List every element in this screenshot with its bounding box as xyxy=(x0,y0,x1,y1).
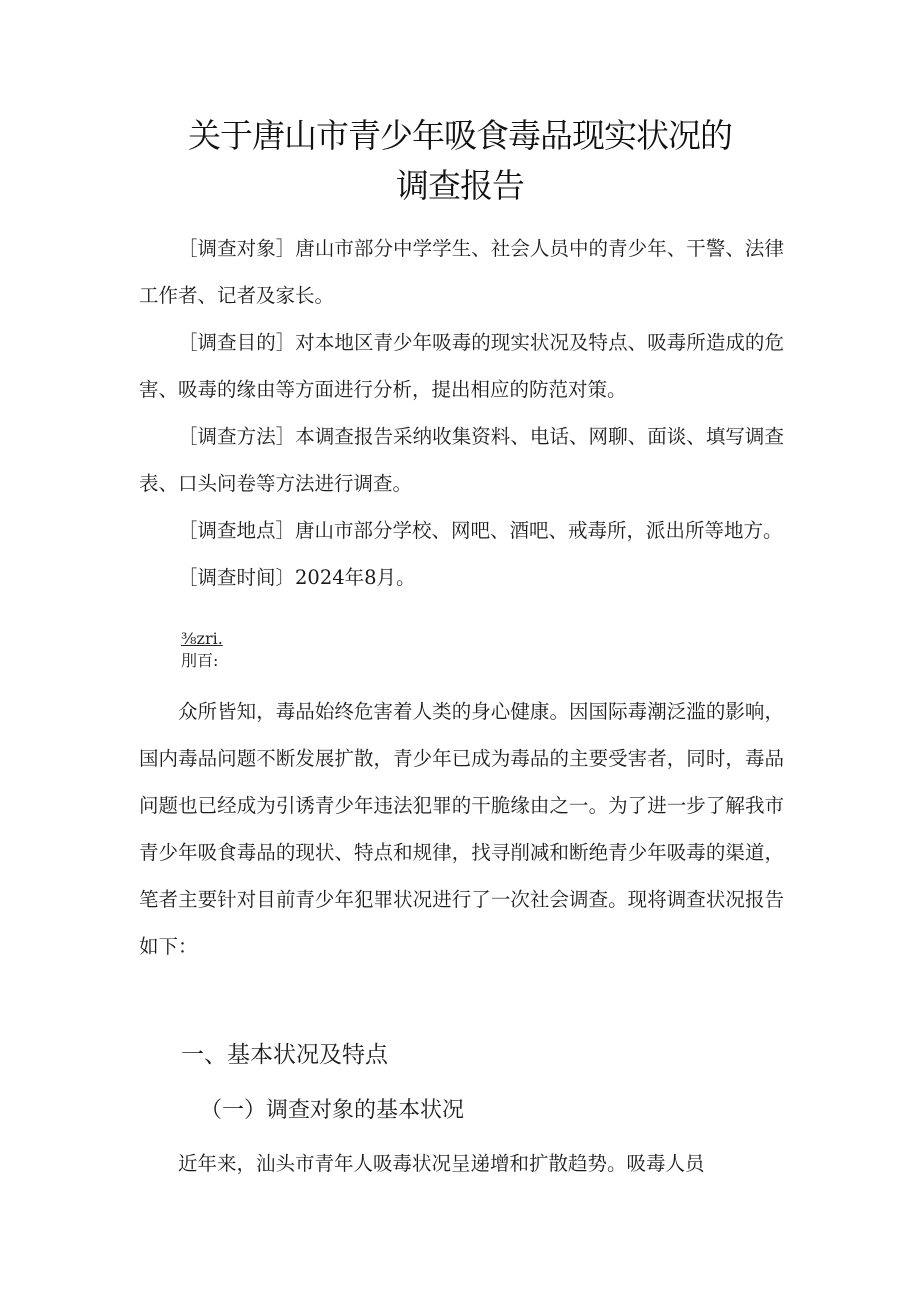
survey-subject: ［调查对象］唐山市部分中学学生、社会人员中的青少年、干警、法律工作者、记者及家长。 xyxy=(139,237,784,307)
document-title-line1: 关于唐山市青少年吸食毒品现实状况的 xyxy=(188,116,732,155)
subsection-paragraph: 近年来，汕头市青年人吸毒状况呈递增和扩散趋势。吸毒人员 xyxy=(178,1152,705,1175)
subsection-heading-subjects: （一）调查对象的基本状况 xyxy=(200,1098,465,1123)
ocr-artifact-line2: 刖百: xyxy=(181,651,219,670)
intro-paragraph-block xyxy=(139,688,784,970)
survey-info-block xyxy=(139,225,784,601)
document-title-line2: 调查报告 xyxy=(396,166,524,205)
intro-paragraph: 众所皆知，毒品始终危害着人类的身心健康。因国际毒潮泛滥的影响，国内毒品问题不断发展扩散，青少年已成为毒品的主要受害者，同时，毒品问题也已经成为引诱青少年违法犯罪的干脆缘由之一。为了进一步了解我市青少年吸食毒品的现状、特点和规律，找寻削减和断绝青少年吸毒的渠道，笔者主要针对目前青少年犯罪状况进行了一次社会调查。现将调查状况报告如下： xyxy=(139,700,784,958)
section-heading-basic-status: 一、基本状况及特点 xyxy=(181,1042,388,1068)
survey-purpose: ［调查目的］对本地区青少年吸毒的现实状况及特点、吸毒所造成的危害、吸毒的缘由等方面进行分析，提出相应的防范对策。 xyxy=(139,331,784,401)
subsection-text-block xyxy=(139,1140,784,1187)
ocr-artifact-text xyxy=(181,628,223,672)
ocr-artifact-line1: ⅜zri. xyxy=(181,629,223,648)
survey-method: ［调查方法］本调查报告采纳收集资料、电话、网聊、面谈、填写调查表、口头问卷等方法进行调查。 xyxy=(139,425,784,495)
survey-time: ［调查时间〕2024年8月。 xyxy=(178,566,416,589)
survey-location: ［调查地点］唐山市部分学校、网吧、酒吧、戒毒所，派出所等地方。 xyxy=(178,519,783,542)
